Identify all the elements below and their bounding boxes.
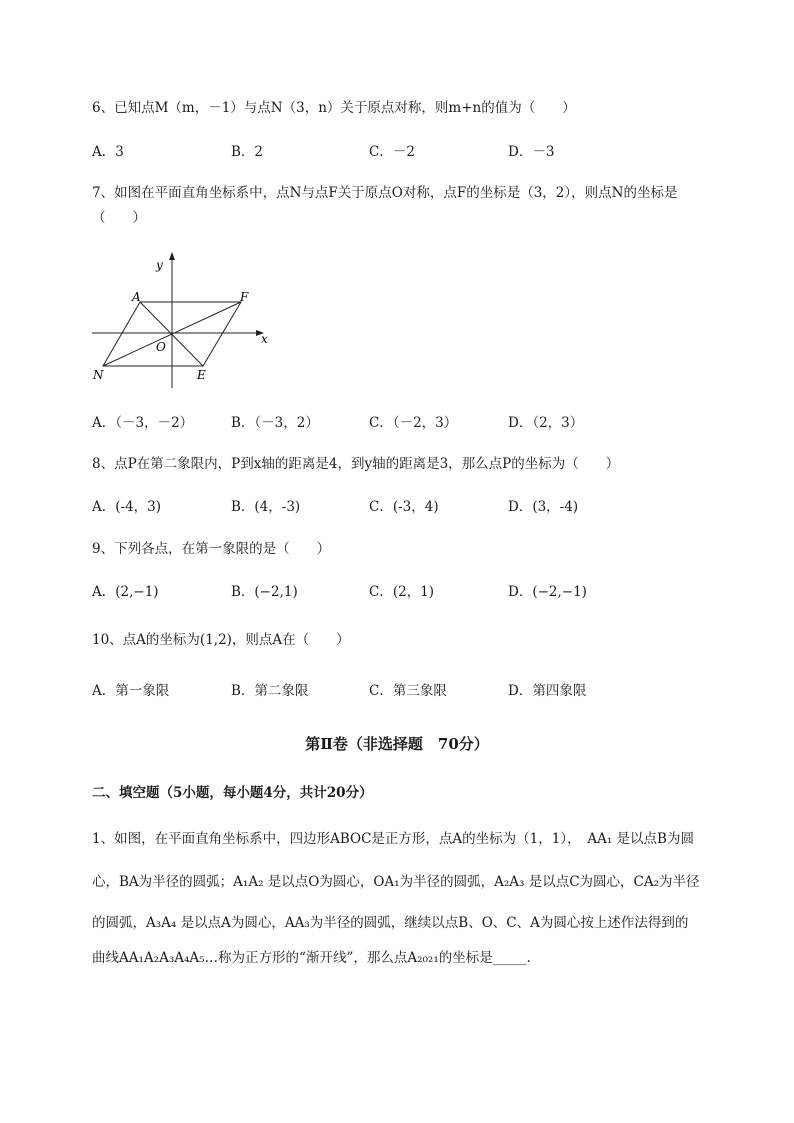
q10-option-a[interactable]: A．第一象限 (92, 683, 170, 699)
q8-option-d[interactable]: D．(3，-4) (508, 499, 579, 515)
section-title: 第Ⅱ卷（非选择题 70分） (305, 735, 489, 753)
q9-options (92, 582, 712, 602)
q7-stem-line2: （ ） (92, 210, 146, 226)
y-axis-arrow-icon (169, 252, 175, 260)
q9-stem: 9、下列各点，在第一象限的是（ ） (92, 541, 331, 557)
q10-option-b[interactable]: B．第二象限 (231, 683, 309, 699)
label-e: E (197, 368, 206, 382)
fill1-line4: 曲线AA₁A₂A₃A₄A₅…称为正方形的“渐开线”，那么点A₂₀₂₁的坐标是_____. (92, 950, 531, 966)
part-title: 二、填空题（5小题，每小题4分，共计20分） (92, 785, 373, 801)
q10-option-c[interactable]: C．第三象限 (369, 683, 447, 699)
label-n: N (93, 368, 104, 382)
q10-options (92, 681, 712, 701)
q10-option-d[interactable]: D．第四象限 (508, 683, 587, 699)
fill1-line2: 心，BA为半径的圆弧；A₁A₂ 是以点O为圆心，OA₁为半径的圆弧，A₂A₃ 是以点C为圆心，CA₂为半径 (92, 874, 700, 890)
q6-option-b[interactable]: B．2 (231, 144, 264, 160)
q9-option-b[interactable]: B．(−2,1) (231, 584, 298, 600)
q6-option-a[interactable]: A．3 (92, 144, 124, 160)
label-a: A (132, 290, 141, 304)
q9-option-c[interactable]: C．(2，1) (369, 584, 435, 600)
q10-stem: 10、点A的坐标为(1,2)，则点A在（ ） (92, 632, 350, 648)
q6-option-d[interactable]: D．－3 (508, 144, 555, 160)
q7-option-d[interactable]: D．（2，3） (508, 415, 584, 431)
q8-stem: 8、点P在第二象限内，P到x轴的距离是4，到y轴的距离是3，那么点P的坐标为（ ） (92, 456, 620, 472)
label-f: F (240, 290, 249, 304)
q9-option-d[interactable]: D．(−2,−1) (508, 584, 587, 600)
label-o: O (156, 340, 166, 354)
q8-option-c[interactable]: C．(-3，4) (369, 499, 439, 515)
q8-option-b[interactable]: B．(4，-3) (231, 499, 301, 515)
label-x: x (261, 332, 268, 346)
label-y: y (156, 258, 163, 272)
q7-coordinate-figure (88, 250, 278, 390)
fill1-line3: 的圆弧，A₃A₄ 是以点A为圆心，AA₃为半径的圆弧，继续以点B、O、C、A为圆心按上述作法得到的 (92, 915, 689, 931)
q9-option-a[interactable]: A．(2,−1) (92, 584, 159, 600)
q7-option-c[interactable]: C．（－2，3） (369, 415, 458, 431)
q8-options (92, 497, 712, 517)
q7-stem-line1: 7、如图在平面直角坐标系中，点N与点F关于原点O对称，点F的坐标是（3，2），则点N的坐标是 (92, 185, 678, 201)
q6-stem: 6、已知点M（m，－1）与点N（3，n）关于原点对称，则m+n的值为（ ） (92, 100, 576, 116)
q7-option-a[interactable]: A．（－3，－2） (92, 415, 194, 431)
q8-option-a[interactable]: A．(-4，3) (92, 499, 162, 515)
q6-option-c[interactable]: C．－2 (369, 144, 415, 160)
q7-option-b[interactable]: B．（－3，2） (231, 415, 319, 431)
q7-options (92, 413, 712, 433)
fill1-line1: 1、如图，在平面直角坐标系中，四边形ABOC是正方形，点A的坐标为（1，1）， AA₁ 是以点B为圆 (92, 831, 694, 847)
q6-options (92, 142, 712, 162)
